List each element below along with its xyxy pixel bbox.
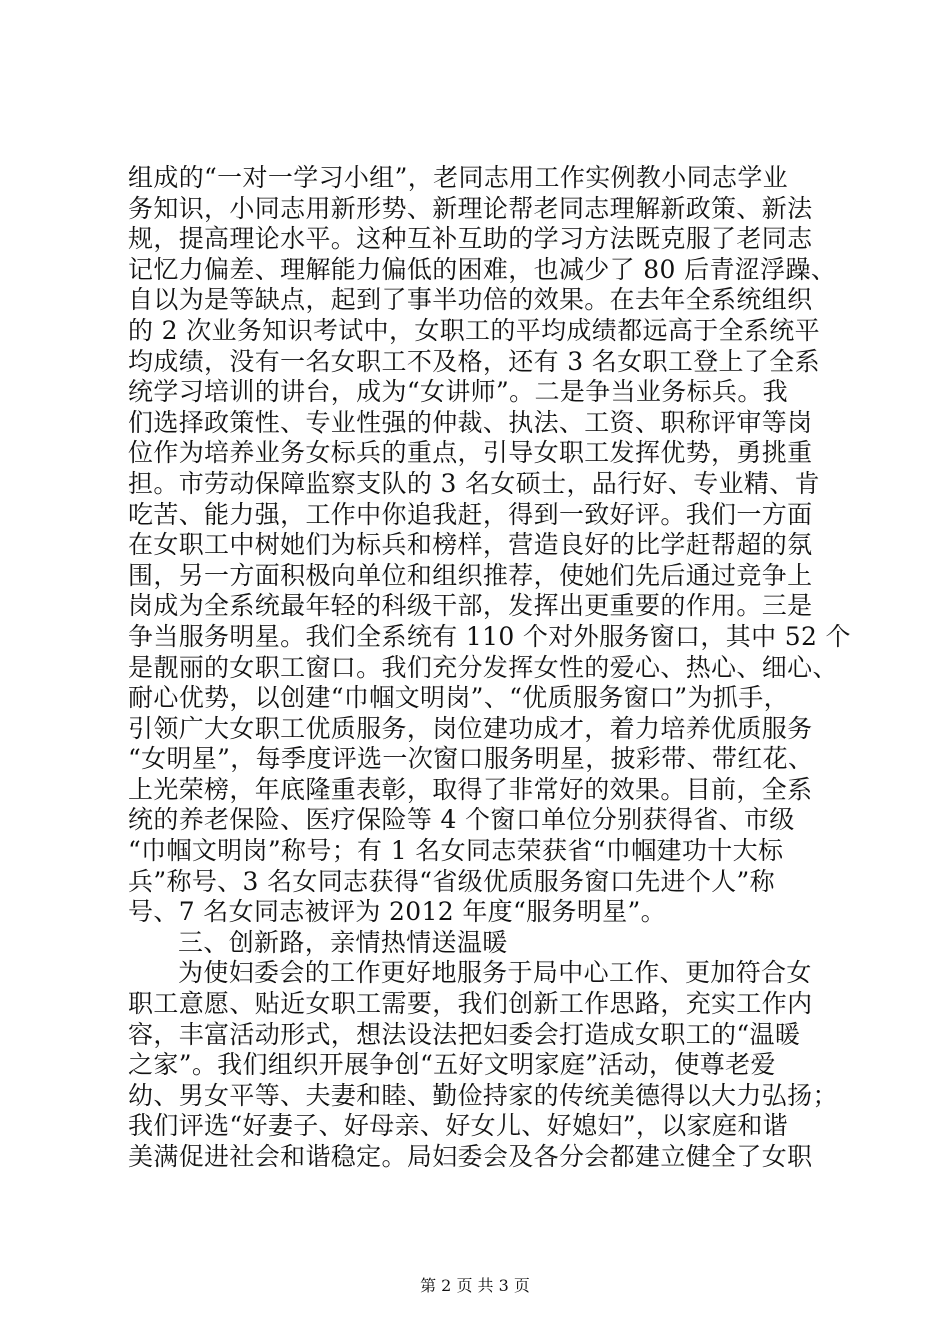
text-line: 上光荣榜，年底隆重表彰，取得了非常好的效果。目前，全系: [128, 774, 813, 804]
text-line: 担。市劳动保障监察支队的 3 名女硕士，品行好、专业精、肯: [128, 468, 820, 498]
text-line: 规，提高理论水平。这种互补互助的学习方法既克服了老同志: [128, 224, 813, 254]
page-footer: [0, 1276, 950, 1296]
text-line: 的 2 次业务知识考试中，女职工的平均成绩都远高于全系统平: [128, 315, 820, 345]
text-line: 统的养老保险、医疗保险等 4 个窗口单位分别获得省、市级: [128, 805, 795, 835]
text-line: 记忆力偏差、理解能力偏低的困难，也减少了 80 后青涩浮躁、: [128, 254, 837, 284]
text-line: 耐心优势，以创建“巾帼文明岗”、“优质服务窗口”为抓手，: [128, 683, 789, 713]
text-line: 争当服务明星。我们全系统有 110 个对外服务窗口，其中 52 个: [128, 621, 851, 651]
text-line: 容，丰富活动形式，想法设法把妇委会打造成女职工的“温暖: [128, 1019, 801, 1049]
text-line: “女明星”，每季度评选一次窗口服务明星，披彩带、带红花、: [128, 744, 814, 774]
text-line: 均成绩，没有一名女职工不及格，还有 3 名女职工登上了全系: [128, 346, 820, 376]
text-line: 兵”称号、3 名女同志获得“省级优质服务窗口先进个人”称: [128, 866, 775, 896]
paragraph-2: [128, 958, 838, 1172]
section-heading: 三、创新路，亲情热情送温暖: [178, 927, 508, 957]
text-line: “巾帼文明岗”称号；有 1 名女同志荣获省“巾帼建功十大标: [128, 836, 784, 866]
text-line: 统学习培训的讲台，成为“女讲师”。二是争当业务标兵。我: [128, 377, 789, 407]
text-line: 组成的“一对一学习小组”，老同志用工作实例教小同志学业: [128, 163, 789, 192]
text-line: 之家”。我们组织开展争创“五好文明家庭”活动，使尊老爱: [128, 1050, 776, 1080]
text-line: 是靓丽的女职工窗口。我们充分发挥女性的爱心、热心、细心、: [128, 652, 838, 682]
paragraph-1: [128, 163, 851, 928]
text-line: 吃苦、能力强，工作中你追我赶，得到一致好评。我们一方面: [128, 499, 813, 529]
text-line: 引领广大女职工优质服务，岗位建功成才，着力培养优质服务: [128, 713, 813, 743]
text-line: 号、7 名女同志被评为 2012 年度“服务明星”。: [128, 897, 667, 927]
text-line: 务知识，小同志用新形势、新理论帮老同志理解新政策、新法: [128, 193, 813, 223]
document-body: [128, 163, 851, 1173]
text-line: 美满促进社会和谐稳定。局妇委会及各分会都建立健全了女职: [128, 1142, 813, 1171]
text-line: 职工意愿、贴近女职工需要，我们创新工作思路，充实工作内: [128, 989, 813, 1019]
text-line: 幼、男女平等、夫妻和睦、勤俭持家的传统美德得以大力弘扬；: [128, 1080, 838, 1110]
page-indicator: 第 2 页 共 3 页: [420, 1276, 530, 1295]
text-line: 我们评选“好妻子、好母亲、好女儿、好媳妇”，以家庭和谐: [128, 1111, 789, 1141]
text-line: 为使妇委会的工作更好地服务于局中心工作、更加符合女: [178, 958, 812, 988]
text-line: 位作为培养业务女标兵的重点，引导女职工发挥优势，勇挑重: [128, 438, 813, 468]
text-line: 们选择政策性、专业性强的仲裁、执法、工资、职称评审等岗: [128, 407, 813, 437]
text-line: 岗成为全系统最年轻的科级干部，发挥出更重要的作用。三是: [128, 591, 813, 621]
text-line: 围，另一方面积极向单位和组织推荐，使她们先后通过竞争上: [128, 560, 813, 590]
text-line: 在女职工中树她们为标兵和榜样，营造良好的比学赶帮超的氛: [128, 530, 813, 560]
text-line: 自以为是等缺点，起到了事半功倍的效果。在去年全系统组织: [128, 285, 813, 315]
